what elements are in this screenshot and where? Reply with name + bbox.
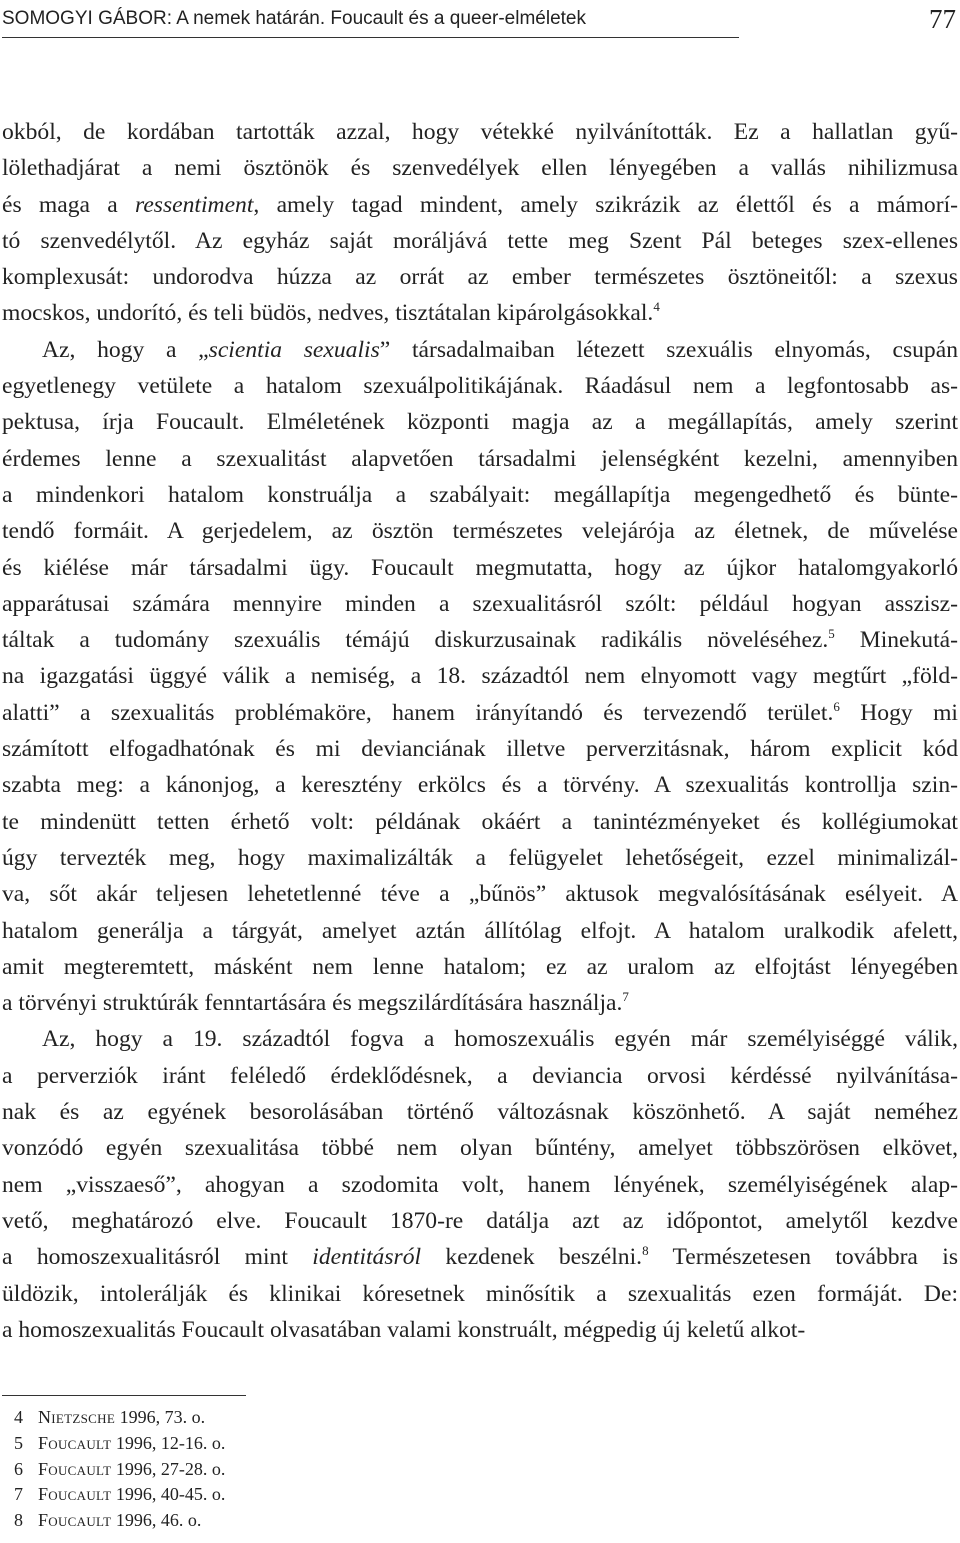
text-run: a homoszexualitásról mint [2, 1244, 313, 1271]
text-line [2, 1058, 958, 1094]
text-run: na igazgatási üggyé válik a nemiség, a 18. századtól nem elnyomott vagy megtűrt „föld- [2, 663, 958, 690]
footnote-marker: 6 [833, 698, 840, 714]
body-text [2, 114, 958, 1348]
footnote-number: 8 [14, 1510, 23, 1531]
footnote-item [14, 1457, 225, 1483]
text-line [2, 332, 958, 368]
text-line [2, 441, 958, 477]
text-run: a homoszexualitás Foucault olvasatában valami konstruált, mégpedig új keletű alkot- [2, 1316, 806, 1343]
text-line [2, 949, 958, 985]
text-run: vető, meghatározó elve. Foucault 1870-re datálja azt az időpontot, amelytől kezdve [2, 1207, 958, 1234]
text-line [2, 550, 958, 586]
text-run: a perverziók iránt feléledő érdeklődésnek, a deviancia orvosi kérdéssé nyilvánítása- [2, 1062, 958, 1089]
text-line [2, 150, 958, 186]
text-line [2, 259, 958, 295]
text-run: , amely tagad mindent, amely szikrázik az élettől és a mámorí- [253, 191, 958, 218]
text-run: te mindenütt tetten érhető volt: példának okáért a tanintézményeket és kollégiumokat [2, 808, 958, 835]
footnote-author: Foucault [38, 1484, 112, 1505]
footnote-marker: 7 [622, 989, 629, 1005]
text-run: üldözik, intolerálják és klinikai kóresetnek minősítik a szexualitás ezen formáját. De: [2, 1280, 958, 1307]
text-run: ” társadalmaiban létezett szexuális elnyomás, csupán [379, 336, 958, 363]
text-line [2, 223, 958, 259]
text-line [2, 876, 958, 912]
text-run: Az, hogy a „ [42, 336, 209, 363]
text-line [2, 804, 958, 840]
text-line [2, 622, 958, 658]
text-line [2, 767, 958, 803]
text-run: Hogy mi [839, 699, 958, 726]
text-line [2, 1312, 958, 1348]
footnote-author: Foucault [38, 1458, 112, 1479]
italic-term: identitásról [312, 1244, 422, 1271]
footnote-number: 7 [14, 1484, 23, 1505]
text-run: a törvényi struktúrák fenntartására és megszilárdítására használja. [2, 990, 623, 1017]
text-run: Természetesen továbbra is [648, 1244, 958, 1271]
text-run: komplexusát: undorodva húzza az orrát az ember természetes ösztöneitől: a szexus [2, 264, 958, 291]
text-run: lölethadjárat a nemi ösztönök és szenvedélyek ellen lényegében a vallás nihilizmusa [2, 155, 958, 182]
text-run: táltak a tudomány szexuális témájú diskurzusainak radikális növeléséhez. [2, 627, 829, 654]
text-run: alatti” a szexualitás problémaköre, hanem irányítandó és tervezendő terület. [2, 699, 834, 726]
footnote-number: 6 [14, 1458, 23, 1479]
footnote-author: Foucault [38, 1510, 112, 1531]
italic-term: scientia sexualis [208, 336, 380, 363]
text-line [2, 404, 958, 440]
footnote-reference: 1996, 40-45. o. [111, 1484, 226, 1505]
footnote-author: Nietzsche [38, 1407, 116, 1427]
text-run: amit megteremtett, másként nem lenne hatalom; ez az uralom az elfojtást lényegében [2, 953, 958, 980]
text-run: Az, hogy a 19. századtól fogva a homoszexuális egyén már személyiséggé válik, [42, 1026, 958, 1053]
text-run: úgy tervezték meg, hogy maximalizálták a felügyelet lehetőségeit, ezzel minimalizál- [2, 844, 958, 871]
text-line [2, 513, 958, 549]
footnote-reference: 1996, 12-16. o. [111, 1432, 226, 1453]
page-number: 77 [929, 4, 956, 34]
text-line [2, 658, 958, 694]
footnote-reference: 1996, 73. o. [115, 1407, 206, 1427]
footnote-reference: 1996, 27-28. o. [111, 1458, 226, 1479]
footnotes [14, 1405, 225, 1534]
text-line [2, 586, 958, 622]
footnote-reference: 1996, 46. o. [111, 1510, 202, 1531]
footnote-marker: 8 [642, 1243, 649, 1259]
text-run: és kiélése már társadalmi ügy. Foucault megmutatta, hogy az újkor hatalomgyakorló [2, 554, 958, 581]
text-run: hatalom generálja a tárgyát, amelyet aztán állítólag elfojt. A hatalom uralkodik afelett, [2, 917, 958, 944]
text-run: tó szenvedélytől. Az egyház saját moráljává tette meg Szent Pál beteges szex-ellenes [2, 227, 958, 254]
text-line [2, 985, 958, 1021]
text-line [2, 1239, 958, 1275]
text-run: a mindenkori hatalom konstruálja a szabályait: megállapítja megengedhető és bünte- [2, 481, 958, 508]
text-run: egyetlenegy vetülete a hatalom szexuálpolitikájának. Ráadásul nem a legfontosabb as- [2, 373, 958, 400]
text-run: szabta meg: a kánonjog, a keresztény erkölcs és a törvény. A szexualitás kontrollja szin- [2, 772, 958, 799]
paragraph [2, 1021, 958, 1348]
text-line [2, 1276, 958, 1312]
text-run: kezdenek beszélni. [421, 1244, 643, 1271]
text-run: vonzódó egyén szexualitása többé nem olyan bűntény, amelyet többszörösen elkövet, [2, 1135, 958, 1162]
text-line [2, 1167, 958, 1203]
text-run: tendő formáit. A gerjedelem, az ösztön természetes velejárója az életnek, de művelése [2, 518, 958, 545]
footnote-marker: 4 [653, 299, 660, 315]
footnote-item [14, 1405, 225, 1431]
footnote-item [14, 1431, 225, 1457]
text-line [2, 695, 958, 731]
text-run: pektusa, írja Foucault. Elméletének központi magja az a megállapítás, amely szerint [2, 409, 958, 436]
footnote-rule [2, 1395, 246, 1396]
running-header [2, 4, 960, 40]
footnote-item [14, 1508, 225, 1534]
paragraph [2, 332, 958, 1022]
text-line [2, 913, 958, 949]
text-run: okból, de kordában tartották azzal, hogy vétekké nyilvánították. Ez a hallatlan gyű- [2, 119, 958, 145]
text-run: számított elfogadhatónak és mi devianciának illetve perverzitásnak, három explicit kód [2, 736, 958, 763]
footnote-item [14, 1482, 225, 1508]
paragraph [2, 114, 958, 332]
text-run: nak és az egyének besorolásában történő változásnak köszönhető. A saját neméhez [2, 1099, 958, 1126]
text-line [2, 187, 958, 223]
text-line [2, 1130, 958, 1166]
text-line [2, 1094, 958, 1130]
footnote-number: 5 [14, 1432, 23, 1453]
text-line [2, 295, 958, 331]
text-run: apparátusai számára mennyire minden a szexualitásról szólt: például hogyan asszisz- [2, 590, 958, 617]
text-line [2, 840, 958, 876]
text-run: va, sőt akár teljesen lehetetlenné téve a „bűnös” aktusok megvalósításának esélyeit. A [2, 881, 958, 908]
italic-term: ressentiment [135, 191, 254, 218]
text-line [2, 731, 958, 767]
footnote-marker: 5 [828, 626, 835, 642]
footnote-author: Foucault [38, 1432, 112, 1453]
text-run: mocskos, undorító, és teli büdös, nedves, tisztátalan kipárolgásokkal. [2, 300, 654, 327]
footnote-number: 4 [14, 1407, 23, 1427]
text-run: Minekutá- [834, 627, 958, 654]
text-line [2, 1203, 958, 1239]
header-rule [2, 37, 739, 38]
text-run: és maga a [2, 191, 136, 218]
text-line [2, 114, 958, 150]
text-line [2, 477, 958, 513]
text-line [2, 368, 958, 404]
text-run: nem „visszaeső”, ahogyan a szodomita volt, hanem lényének, személyiségének alap- [2, 1171, 958, 1198]
text-run: érdemes lenne a szexualitást alapvetően társadalmi jelenségként kezelni, amennyiben [2, 445, 958, 472]
text-line [2, 1021, 958, 1057]
running-header-title: SOMOGYI GÁBOR: A nemek határán. Foucault és a queer-elméletek [2, 8, 586, 29]
